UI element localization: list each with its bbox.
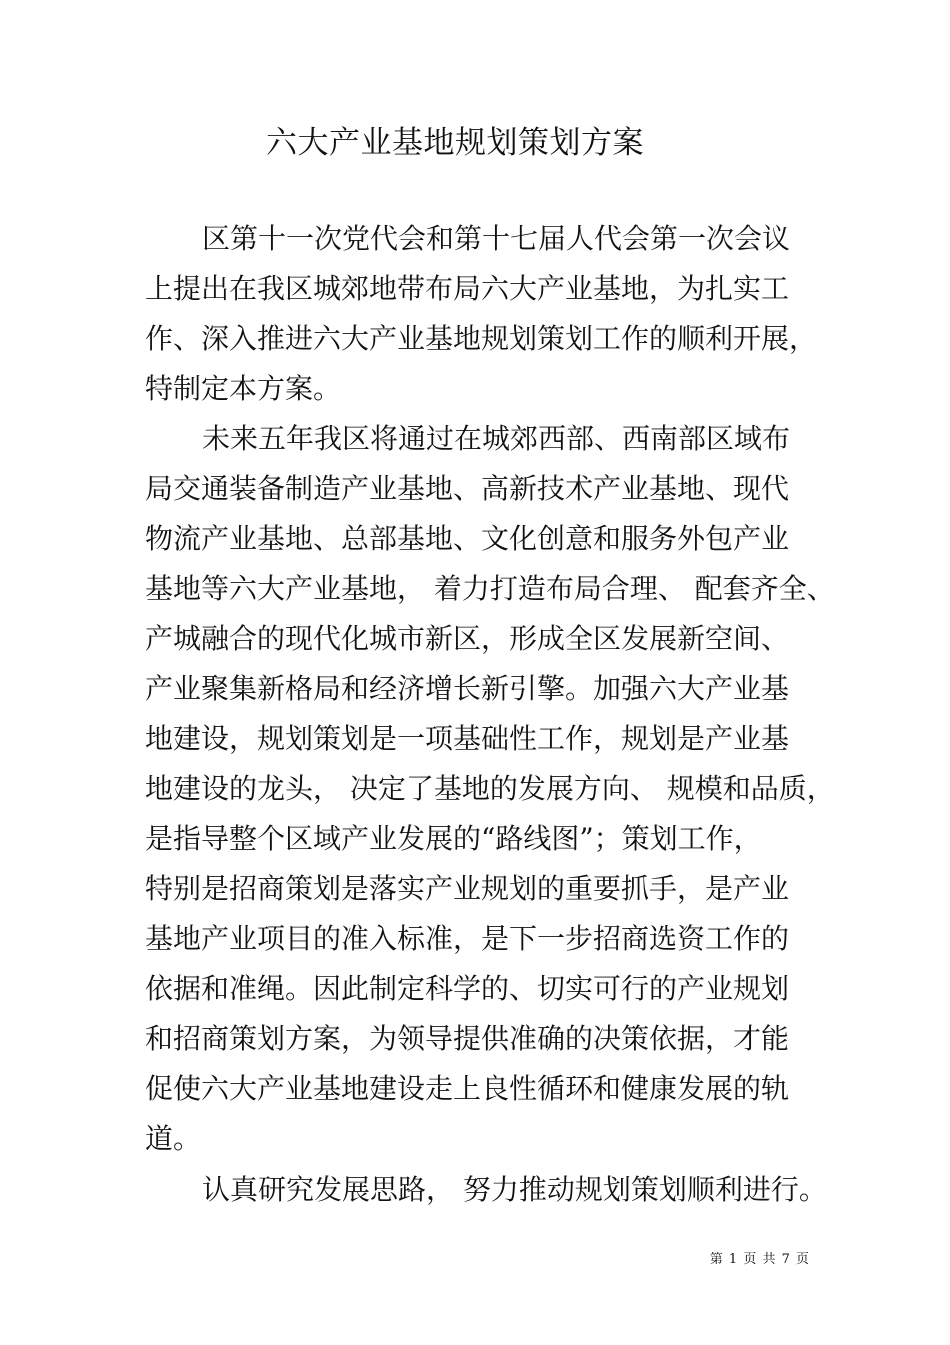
paragraph-line: 产业聚集新格局和经济增长新引擎。加强六大产业基 (145, 672, 790, 705)
paragraph-line: 作、深入推进六大产业基地规划策划工作的顺利开展， (145, 322, 818, 355)
paragraph-line: 特制定本方案。 (145, 372, 342, 405)
paragraph-line: 促使六大产业基地建设走上良性循环和健康发展的轨 (145, 1072, 790, 1105)
document-title: 六大产业基地规划策划方案 (266, 125, 644, 161)
paragraph-line: 和招商策划方案，为领导提供准确的决策依据，才能 (145, 1022, 790, 1055)
paragraph-line: 基地等六大产业基地， 着力打造布局合理、 配套齐全、 (145, 572, 835, 605)
paragraph-line: 认真研究发展思路， 努力推动规划策划顺利进行。 (202, 1173, 827, 1206)
paragraph-line: 特别是招商策划是落实产业规划的重要抓手，是产业 (145, 872, 790, 905)
paragraph-2 (145, 414, 835, 1164)
paragraph-line: 地建设，规划策划是一项基础性工作，规划是产业基 (145, 722, 790, 755)
paragraph-1 (145, 214, 818, 414)
paragraph-line: 基地产业项目的准入标准，是下一步招商选资工作的 (145, 922, 790, 955)
paragraph-line: 依据和准绳。因此制定科学的、切实可行的产业规划 (145, 972, 790, 1005)
paragraph-line: 道。 (145, 1122, 202, 1155)
paragraph-line: 未来五年我区将通过在城郊西部、西南部区域布 (202, 422, 791, 455)
paragraph-line: 是指导整个区域产业发展的“路线图”；策划工作， (145, 822, 762, 855)
paragraph-3 (145, 1165, 827, 1215)
paragraph-line: 产城融合的现代化城市新区，形成全区发展新空间、 (145, 622, 790, 655)
paragraph-line: 上提出在我区城郊地带布局六大产业基地，为扎实工 (145, 272, 790, 305)
paragraph-line: 区第十一次党代会和第十七届人代会第一次会议 (202, 222, 791, 255)
page-number: 第 1 页 共 7 页 (709, 1252, 810, 1267)
paragraph-line: 局交通装备制造产业基地、高新技术产业基地、现代 (145, 472, 790, 505)
paragraph-line: 地建设的龙头， 决定了基地的发展方向、 规模和品质， (145, 772, 835, 805)
paragraph-line: 物流产业基地、总部基地、文化创意和服务外包产业 (145, 522, 790, 555)
